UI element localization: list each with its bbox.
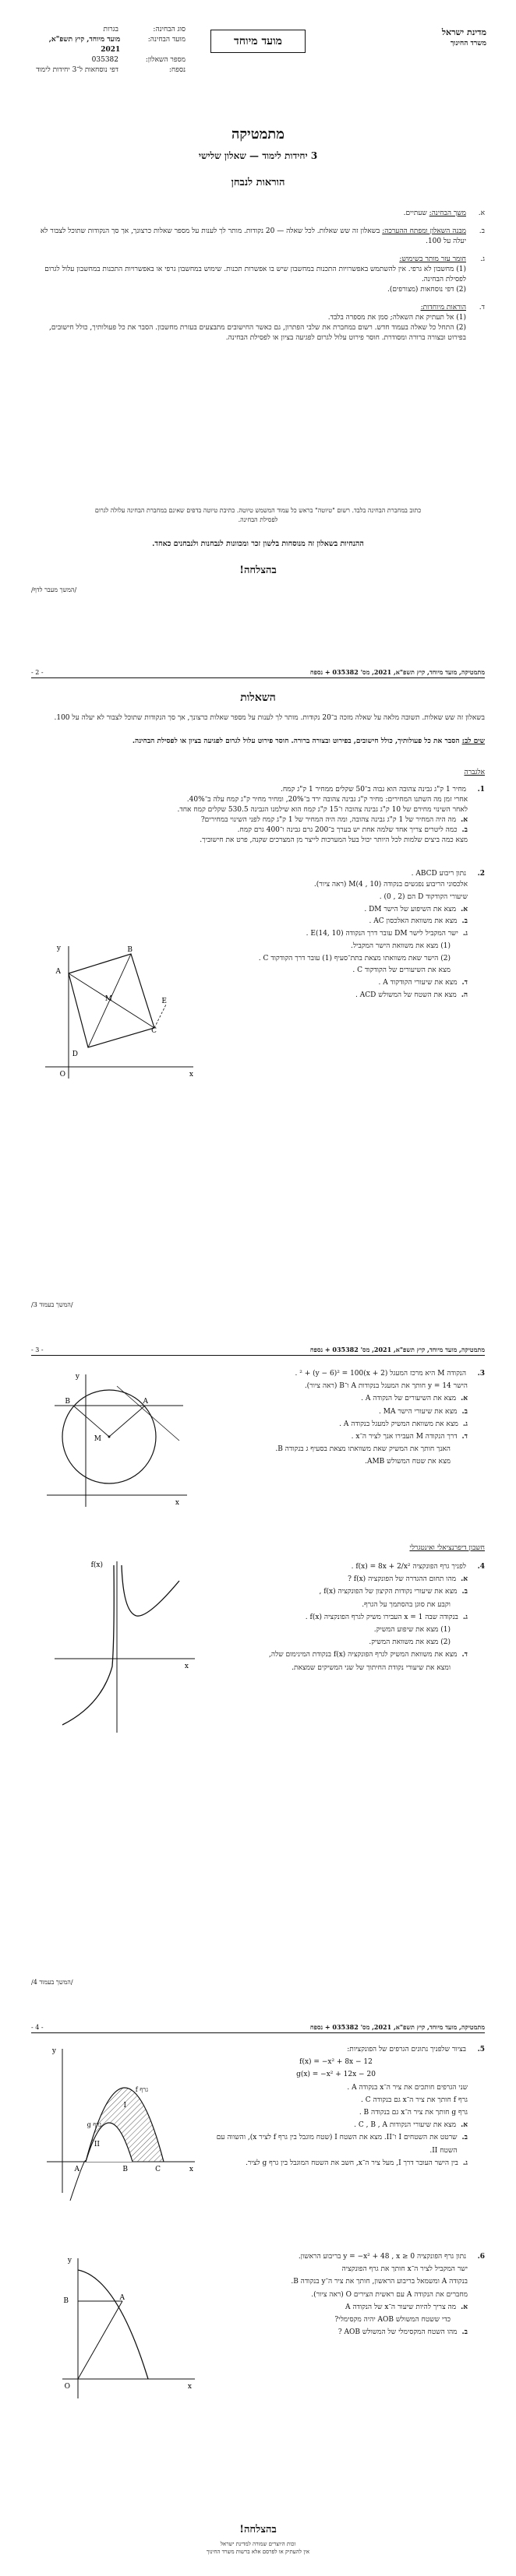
ministry-name: משרד החינוך — [450, 39, 486, 48]
copyright-2: אין להעתיק או לפרסם אלא ברשות משרד החינוך — [206, 2549, 310, 2555]
instructions-title: הוראות לנבחן — [231, 177, 285, 188]
svg-text:B: B — [65, 1398, 70, 1406]
svg-text:גרף g: גרף g — [87, 2121, 101, 2128]
svg-text:x: x — [187, 2383, 192, 2391]
section-calculus: חשבון דיפרנציאלי ואינטגרלי — [409, 1544, 485, 1552]
svg-text:A: A — [143, 1398, 148, 1406]
copyright-1: זכות היוצרים שמורה למדינת ישראל — [220, 2541, 296, 2547]
svg-text:B: B — [122, 2166, 128, 2173]
instructions-list — [31, 209, 485, 344]
good-luck: בהצלחה! — [239, 565, 277, 576]
svg-text:M: M — [104, 995, 112, 1003]
svg-text:x: x — [175, 1499, 179, 1507]
page-2 — [0, 662, 516, 1332]
svg-text:x: x — [184, 1663, 189, 1670]
page-4 — [0, 2017, 516, 2576]
page-number: - 4 - — [31, 2024, 44, 2031]
svg-text:A: A — [55, 968, 61, 976]
svg-text:y: y — [67, 2257, 72, 2265]
svg-text:x: x — [189, 1071, 193, 1079]
svg-text:D: D — [72, 1050, 78, 1058]
page-number: - 2 - — [31, 669, 44, 676]
svg-text:A: A — [74, 2166, 80, 2173]
function-graph — [47, 1557, 203, 1737]
running-header: מתמטיקה, מועד מיוחד, קיץ תשפ"א, 2021, מס' 035382 + נספח — [309, 668, 485, 676]
continued-note: /המשך בעמוד 3/ — [31, 1301, 73, 1308]
questions-intro: בשאלון זה שש שאלות. תשובה מלאה על שאלה מזכה ב־20 נקודות. מותר לך לענות על מספר שאלות כרצונך, אך סך הנקודות שתוכל לצבור לא יעלה על 100. — [54, 714, 485, 722]
svg-text:B: B — [63, 2297, 69, 2305]
svg-text:C: C — [151, 1027, 157, 1035]
svg-text:x: x — [189, 2166, 193, 2173]
gender-note: ההנחיות בשאלון זה מנוסחות בלשון זכר ומכוונות לנבחנות ולנבחנים כאחד. — [152, 540, 364, 548]
country-name: מדינת ישראל — [441, 27, 486, 37]
svg-text:B: B — [127, 946, 133, 954]
question-6: 6. נתון גרף הפונקציה y = −x² + 48 , x ≥ 0 בריבוע הראשון. ישר המקביל לציר ה־x חותך את גרף הפונקציה בנקודה A ומשמאל בריבוע הראשון, חותך את ציר ה־y בנקודה B. מחברים את הנקודה A עם ראשית הצירים O (ראה ציור). א. מה צריך להיות שיעור ה־x של הנקודה A כדי ששטח המשולש AOB יהיה מקסימלי? ב. מהו השטח המקסימלי של המשולש AOB ? — [291, 2253, 485, 2337]
svg-text:I: I — [123, 2102, 126, 2110]
svg-text:M: M — [94, 1435, 101, 1443]
instruction-d: ד. הוראות מיוחדות: (1) אל תעתיק את השאלה; סמן את מספרה בלבד. (2) התחל כל שאלה בעמוד חדש. רשום במחברת את שלבי הפתרון, גם כאשר החישובים מתבצעים בעזרת מחשבון. הסבר את כל פעולותיך, כולל חישובים, בפירוט ובצורה ברורה ומסודרת. חוסר פירוט עלול לגרום לפגיעה בציון או לפסילת הבחינה. — [49, 304, 485, 343]
draft-note: כתוב במחברת הבחינה בלבד. רשום "טיוטה" בראש כל עמוד המשמש טיוטה. כתיבת טיוטה בדפים שאינם במחברת הבחינה עלולה לגרום לפסילת הבחינה. — [94, 507, 422, 523]
running-header: מתמטיקה, מועד מיוחד, קיץ תשפ"א, 2021, מס' 035382 + נספח — [309, 2023, 485, 2031]
svg-text:y: y — [75, 1373, 80, 1381]
svg-text:C: C — [155, 2166, 161, 2173]
svg-text:E: E — [161, 998, 167, 1005]
question-5: 5. בציור שלפניך נתונים הגרפים של הפונקציות: f(x) = −x² + 8x − 12 g(x) = −x² + 12x − 20 שני הגרפים חותכים את ציר ה־x בנקודה A . גרף f חותך את ציר ה־x גם בנקודה C . גרף g חותך את ציר ה־x גם בנקודה B . א. מצא את שיעורי הנקודות C , B , A . ב. שרטט את השטחים I ו־II. מצא את השטח I (שטח מוגבל בין גרף f לציר x), והשווה עם השטח II. ג. בין הישר העובר דרך I, מעל ציר ה־x, חשב את השטח המוגבל בין גרף g לציר. — [216, 2046, 485, 2167]
level-subtitle: 3 יחידות לימוד — שאלון שלישי — [198, 150, 318, 161]
attention-note: שים לב: הסבר את כל פעולותיך, כולל חישובים, בפירוט ובצורה ברורה. חוסר פירוט עלול לגרום לפגיעה בציון או לפסילת הבחינה. — [132, 737, 485, 745]
parabola-triangle-diagram — [47, 2254, 203, 2402]
question-4: 4. לפניך גרף הפונקציה f(x) = 8x + 2/x² . א. מהו תחום ההגדרה של הפונקציה f(x) ? ב. מצא את שיעורי נקודות הקיצון של הפונקציה f(x) , וקבע את סוגן בהסתמך על הגרף. ג. בנקודה שבה x = 1 העבירו משיק לגרף הפונקציה f(x) . (1) מצא את שיפוע המשיק. (2) מצא את משוואת המשיק. ד. מצא את משוואת המשיק לגרף הפונקציה f(x) בנקודת המינימום שלה, ומצא את שיעורי נקודת החיתוך של שני המשיקים שמצאת. — [269, 1563, 485, 1672]
exam-meta — [30, 25, 186, 76]
question-2: 2. נתון ריבוע ABCD . אלכסוני הריבוע נפגשים בנקודה M(4 , 10) (ראה ציור). שיעורי הקודקוד D הם (2 , 0) . א. מצא את השיפוע של הישר DM . ב. מצא את משוואת האלכסון AC . ג. ישר המקביל לישר DM עובר דרך הנקודה E(14, 10) . (1) מצא את משוואת הישר המקביל. (2) הישר שאת משוואתו מצאת בתת־סעיף (1) עובר דרך הקודקוד C . מצא את השיעורים של הקודקוד C . ד. מצא את שיעורי הקודקוד A . ה. מצא את השטח של המשולש ACD . — [258, 870, 485, 999]
meta-row: נספח: דפי נוסחאות ל־3 יחידות לימוד — [36, 66, 186, 75]
question-3: 3. הנקודה M היא מרכז המעגל (x + 2)² + (y − 6)² = 100 . הישר y = 14 חותך את המעגל בנקודות A ו־B (ראה ציור). א. מצא את השיעורים של הנקודה A . ב. מצא את שיעורי הישר MA . ג. מצא את משוואת המשיק למעגל בנקודה A . ד. דרך הנקודה M העבירו אנך לציר ה־x . האנך חותך את המשיק שאת משוואתו מצאת בסעיף ג בנקודה B. מצא את שטח המשולש AMB. — [275, 1370, 485, 1466]
instruction-a: א. משך הבחינה: שעתיים. — [403, 209, 485, 217]
question-1: 1. מחיר 1 ק"ג גבינה צהובה הוא גבוה ב־50 שקלים ממחיר 1 ק"ג קמח. אחרי זמן מה השתנו המחירים: מחיר ק"ג גבינה צהובה ירד ב־20%, ומחיר מחיר ק"ג קמח עלה ב־40%. לאחר השינוי מחירם של 10 ק"ג גבינה צהובה ו־15 ק"ג קמח הוא שילמנו הגבינה 530.5 שקלים קמח אחד. א. מה היה המחיר של 1 ק"ג גבינה צהובה, ומה היה המחיר של 1 ק"ג קמח לפני השינוי במחירים? ב. כמה ליטרים צריך אחד שלמה אחת יש בערך ב־200 גרם גבינה ו־400 גרם קמח. מצא כמה ביצים שלמות לכל היותר יכול בעל המערכות לייצר מן המצרכים שקנה, פרט את חישוביך. — [177, 786, 485, 845]
continued-note: /המשך מעבר לדף/ — [31, 586, 77, 593]
circle-diagram — [39, 1371, 195, 1511]
instruction-b: ב. מבנה השאלון ומפתח ההערכה: בשאלון זה שש שאלות. לכל שאלה — 20 נקודות. מותר לך לענות על מספר שאלות כרצונך, אך סך הנקודות שתוכל לצבור לא יעלה על 100. — [40, 227, 485, 246]
meta-row: מועד הבחינה: מועד מיוחד, קיץ תשפ"א, 2021 — [48, 36, 186, 55]
continued-note: /המשך בעמוד 4/ — [31, 1979, 73, 1986]
running-header: מתמטיקה, מועד מיוחד, קיץ תשפ"א, 2021, מס' 035382 + נספח — [309, 1346, 485, 1353]
page-3 — [0, 1339, 516, 2009]
parabolas-diagram — [39, 2045, 203, 2201]
svg-text:O: O — [64, 2383, 70, 2391]
square-diagram — [37, 942, 201, 1082]
instruction-c: ג. חומר עזר מותר בשימוש: (1) מחשבון לא גרפי. אין להשתמש באפשרויות התכנות במחשבון שיש בו אפשרות תכנות. שימוש במחשבון גרפי או באפשרויות התכנות במחשבון עלול לגרום לפסילת הבחינה. (2) דפי נוסחאות (מצורפים). — [44, 255, 485, 294]
meta-row: סוג הבחינה: בגרות — [103, 26, 186, 33]
svg-text:y: y — [56, 945, 61, 952]
special-session-box: מועד מיוחד — [210, 30, 306, 53]
svg-text:y: y — [51, 2047, 56, 2055]
cover-page — [0, 0, 516, 639]
svg-text:O: O — [59, 1071, 65, 1079]
svg-text:f(x): f(x) — [90, 1561, 103, 1569]
svg-text:II: II — [94, 2141, 100, 2148]
svg-text:גרף f: גרף f — [135, 2086, 148, 2093]
meta-row: מספר השאלון: 035382 — [91, 56, 186, 65]
subject-title: מתמטיקה — [231, 126, 285, 143]
good-luck: בהצלחה! — [239, 2524, 277, 2536]
page-number: - 3 - — [31, 1346, 44, 1353]
questions-title: השאלות — [240, 692, 276, 704]
svg-text:A: A — [119, 2294, 125, 2302]
section-algebra: אלגברה — [464, 769, 485, 776]
